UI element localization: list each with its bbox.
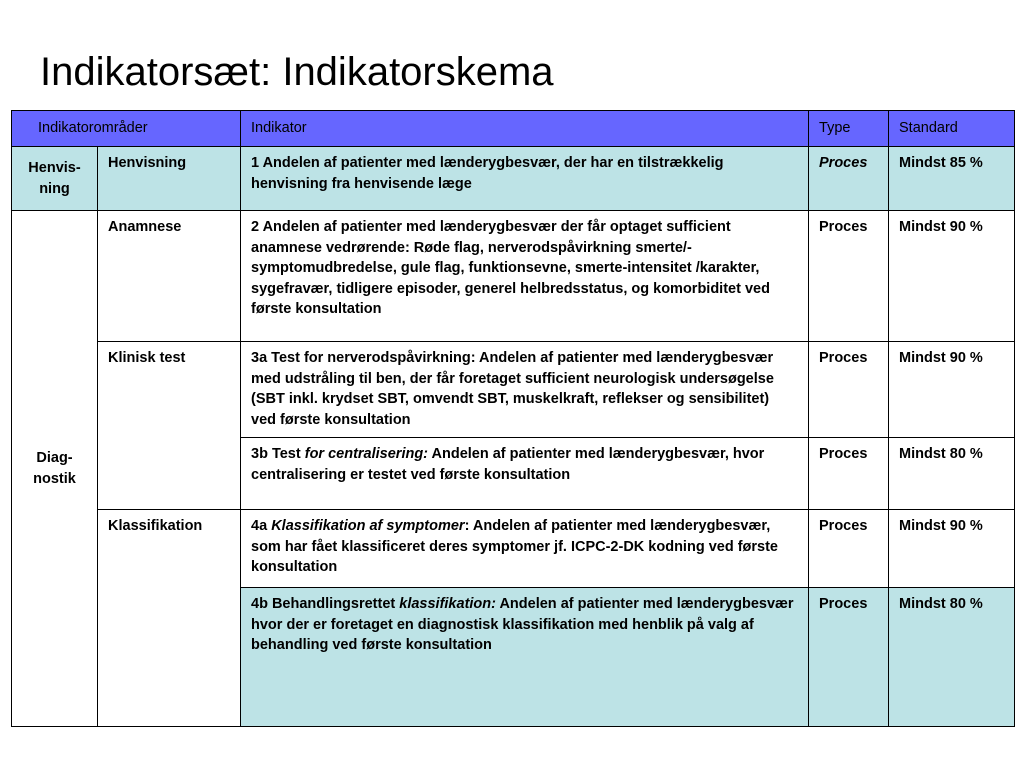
area-henvisning	[12, 147, 98, 211]
page-title: Indikatorsæt: Indikatorskema	[40, 50, 554, 94]
standard-cell: Mindst 90 %	[889, 211, 1015, 342]
indicator-text: 4a	[251, 518, 272, 534]
table-row	[12, 147, 1015, 211]
indicator-text: : Andelen af patienter med lænderygbesvær, som har fået klassificeret deres symptomer jf. ICPC-2-DK kodning ved første konsultation	[251, 518, 778, 575]
indicator-emphasis: for centralisering:	[304, 446, 429, 462]
standard-cell: Mindst 85 %	[889, 147, 1015, 211]
area-diagnostik-line2: nostik	[33, 470, 76, 487]
indicator-text: 4b Behandlingsrettet	[251, 596, 400, 612]
standard-cell: Mindst 80 %	[889, 438, 1015, 510]
indicator-cell	[241, 510, 809, 588]
indicator-table	[11, 110, 1015, 727]
area-diagnostik-line1: Diag-	[36, 450, 73, 466]
subarea-cell: Anamnese	[98, 211, 241, 342]
area-diagnostik	[12, 211, 98, 727]
subarea-cell: Henvisning	[98, 147, 241, 211]
type-cell: Proces	[809, 147, 889, 211]
type-cell: Proces	[809, 211, 889, 342]
header-type: Type	[809, 111, 889, 147]
table-row	[12, 342, 1015, 438]
table-header-row	[12, 111, 1015, 147]
standard-cell: Mindst 90 %	[889, 342, 1015, 438]
indicator-text: Andelen af patienter med lænderygbesvær, hvor centralisering er testet ved første konsultation	[251, 446, 765, 483]
indicator-cell: 1 Andelen af patienter med lænderygbesvær, der har en tilstrækkelig henvisning fra henvisende læge	[241, 147, 809, 211]
subarea-cell: Klinisk test	[98, 342, 241, 510]
header-standard: Standard	[889, 111, 1015, 147]
indicator-text: Andelen af patienter med lænderygbesvær hvor der er foretaget en diagnostisk klassifikation med henblik på valg af behandling ved første konsultation	[251, 596, 794, 653]
subarea-cell: Klassifikation	[98, 510, 241, 727]
type-cell: Proces	[809, 342, 889, 438]
indicator-cell	[241, 588, 809, 727]
header-indicator: Indikator	[241, 111, 809, 147]
indicator-emphasis: Klassifikation af symptomer	[271, 518, 465, 534]
type-cell: Proces	[809, 510, 889, 588]
indicator-emphasis: klassifikation:	[399, 596, 496, 612]
indicator-cell: 2 Andelen af patienter med lænderygbesvær der får optaget sufficient anamnese vedrørende: Røde flag, nerverodspåvirkning smerte/- symptomudbredelse, gule flag, funktionsevne, smerte-intensitet /karakter, sygefravær, tidligere episoder, generel helbredsstatus, og komorbiditet ved første konsultation	[241, 211, 809, 342]
indicator-cell	[241, 438, 809, 510]
standard-cell: Mindst 90 %	[889, 510, 1015, 588]
header-indicator-areas: Indikatorområder	[12, 111, 241, 147]
area-henvisning-line2: ning	[39, 180, 70, 197]
type-cell: Proces	[809, 588, 889, 727]
type-cell: Proces	[809, 438, 889, 510]
table-row	[12, 510, 1015, 588]
indicator-text: 3b Test	[251, 446, 305, 462]
area-henvisning-line1: Henvis-	[28, 160, 81, 176]
table-row	[12, 211, 1015, 342]
standard-cell: Mindst 80 %	[889, 588, 1015, 727]
indicator-cell: 3a Test for nerverodspåvirkning: Andelen af patienter med lænderygbesvær med udstråling til ben, der får foretaget sufficient neurologisk undersøgelse (SBT inkl. krydset SBT, omvendt SBT, muskelkraft, reflekser og sensibilitet) ved første konsultation	[241, 342, 809, 438]
